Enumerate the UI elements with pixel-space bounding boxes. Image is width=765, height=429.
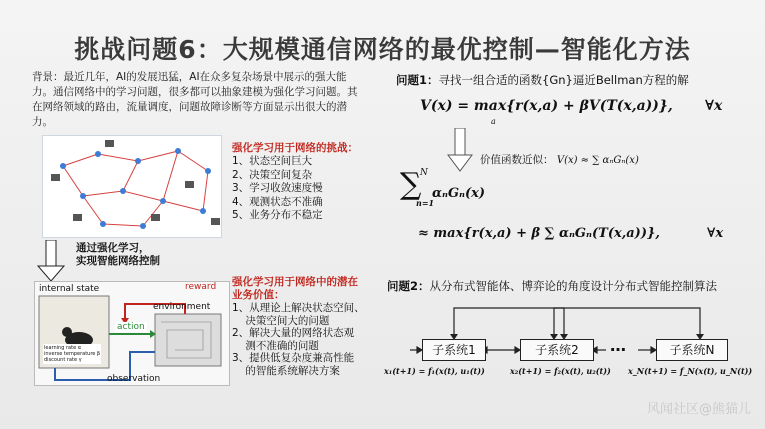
background-paragraph: 背景：最近几年，AI的发展迅猛，AI在众多复杂场景中展示的强大能力。通信网络中的学习问题，很多都可以抽象建模为强化学习问题。其在网络领域的路由，流量调度，问题故障诊断等方面显示出很大的潜力。 [32,71,358,128]
param-inverse-temperature: inverse temperature β [44,351,101,357]
sum-upper: N [420,168,428,178]
value-heading-line-2: 业务价值： [232,289,285,301]
sum-rhs: ≈ max{r(x,a) + β ∑ αₙGₙ(T(x,a))}, [418,226,660,241]
challenge-item: 2、决策空间复杂 [232,168,313,181]
question-1-heading [396,72,689,88]
question-1-text: 寻找一组合适的函数{Gn}逼近Bellman方程的解 [438,73,689,87]
challenges-list [232,155,358,223]
reward-label: reward [185,282,217,292]
value-block [232,276,365,377]
arrow-caption-line-2: 实现智能网络控制 [76,255,160,267]
challenge-item: 1、状态空间巨大 [232,155,313,167]
value-heading-line-1: 强化学习用于网络中的潜在 [232,276,358,288]
down-arrow-icon [447,128,473,172]
sum-symbol: ∑ [400,167,422,202]
value-heading [232,276,365,302]
subsystem-1-equation: x₁(t+1) = f₁(x(t), u₁(t)) [384,366,485,376]
value-approx-formula: V(x) ≈ ∑ αₙGₙ(x) [556,155,639,166]
bellman-equation [420,98,673,114]
challenges-block [232,140,358,223]
param-learning-rate: learning rate α [44,345,82,351]
arrow-caption [76,242,160,268]
value-item: 的智能系统解决方案 [232,364,340,377]
down-arrow-icon [36,240,66,282]
value-item: 决策空间大的问题 [232,314,330,327]
subsystem-n-box: 子系统N [656,339,728,361]
internal-state-label: internal state [39,284,100,294]
sum-lower: n=1 [416,198,435,208]
challenge-item: 3、学习收敛速度慢 [232,182,323,194]
sum-lhs: αₙGₙ(x) [432,186,486,201]
subsystem-2-equation: x₂(t+1) = f₂(x(t), u₂(t)) [510,366,611,376]
value-item: 1、从理论上解决状态空间、 [232,302,365,314]
bellman-forall: ∀x [705,98,723,114]
network-topology-image [42,135,222,238]
value-item: 2、解决大量的网络状态观 [232,327,355,339]
question-2-heading [387,278,717,294]
value-approx-line [480,152,639,167]
value-item: 3、提供低复杂度兼高性能 [232,352,355,364]
arrow-caption-line-1: 通过强化学习， [76,242,150,254]
environment-label: environment [153,302,211,312]
challenges-heading: 强化学习用于网络的挑战： [232,142,358,154]
watermark: 风闻社区@熊猫儿 [646,402,751,417]
question-2-text: 从分布式智能体、博弈论的角度设计分布式智能控制算法 [429,279,718,293]
value-list [232,302,365,377]
challenge-item: 4、观测状态不准确 [232,195,323,208]
subsystem-n-equation: x_N(t+1) = f_N(x(t), u_N(t)) [628,366,753,376]
question-2-label: 问题2： [387,279,430,293]
rl-loop-diagram [34,281,230,386]
action-label: action [117,322,145,332]
subsystem-1-box: 子系统1 [422,339,486,361]
subsystem-2-box: 子系统2 [520,339,594,361]
param-discount-rate: discount rate γ [44,357,82,363]
value-item: 测不准确的问题 [232,339,319,352]
learning-params [43,344,101,364]
bellman-formula: V(x) = max{r(x,a) + βV(T(x,a))}, [420,98,673,114]
subsystem-ellipsis: … [610,336,626,355]
page-title: 挑战问题6：大规模通信网络的最优控制—智能化方法 [74,35,691,64]
value-approx-label: 价值函数近似： [480,154,554,166]
bellman-max-subscript: a [491,117,496,126]
observation-label: observation [107,374,161,384]
question-1-label: 问题1： [396,73,439,87]
challenge-item: 5、业务分布不稳定 [232,209,323,221]
sum-forall: ∀x [707,226,724,241]
